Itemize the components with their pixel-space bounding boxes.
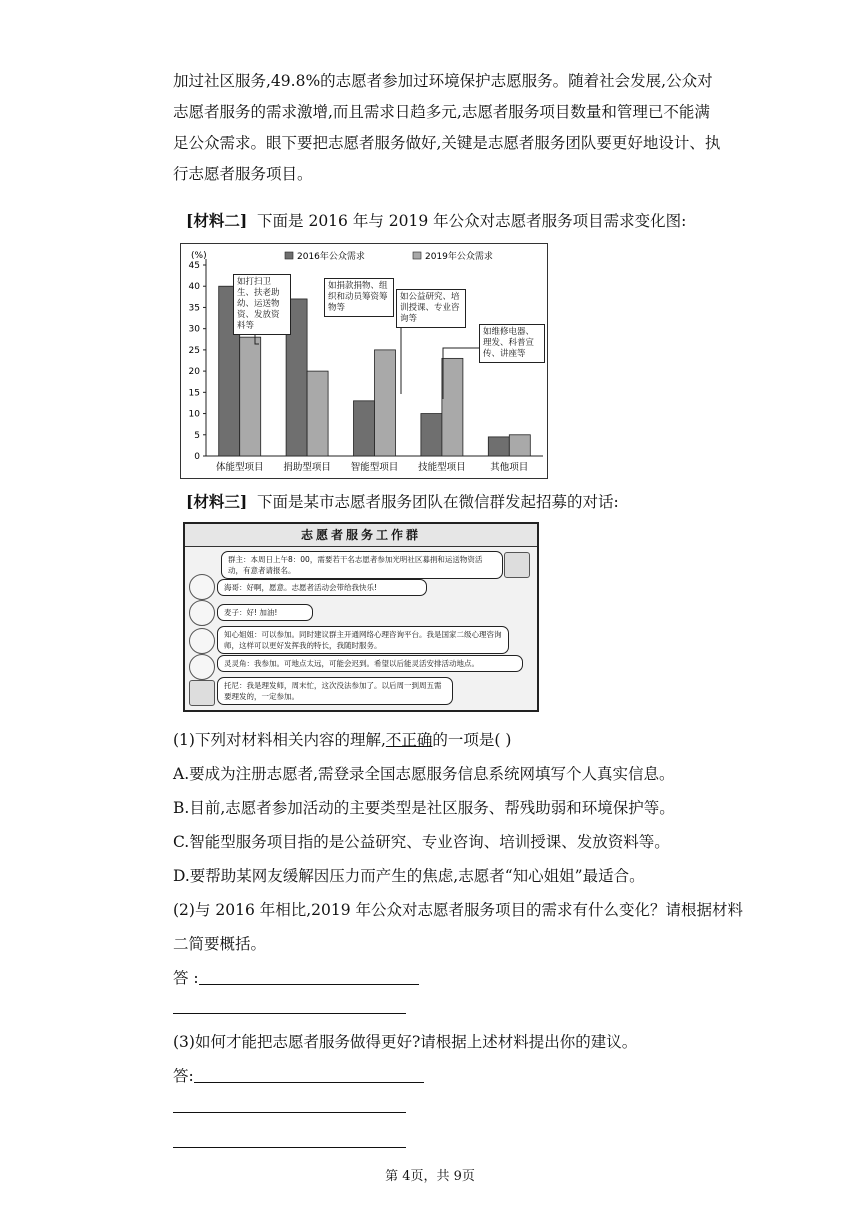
- material3-heading: [186, 490, 619, 512]
- bar-2019-4: [509, 435, 530, 456]
- bar-2019-0: [240, 337, 261, 456]
- wechat-group-chat: [183, 522, 539, 712]
- maizi-avatar: [189, 600, 215, 626]
- lingling-avatar: [189, 654, 215, 680]
- q3-answer-blank[interactable]: [194, 1066, 424, 1083]
- q2-answer: [173, 966, 419, 988]
- q2-answer-line2[interactable]: [173, 1013, 406, 1014]
- chat-message-owner: 群主：本周日上午8：00，需要若干名志愿者参加光明社区募捐和运送物资活动，有意者请报名。: [221, 551, 503, 579]
- x-tick-label: 体能型项目: [215, 462, 264, 473]
- q1-stem: [173, 728, 511, 750]
- q1-stem-after: 的一项是( ): [432, 731, 512, 749]
- x-tick-label: 技能型项目: [418, 462, 466, 473]
- q3-answer-line3[interactable]: [173, 1147, 406, 1148]
- legend-swatch-0: [285, 252, 293, 259]
- bar-2016-4: [488, 437, 509, 456]
- q1-option-c: C.智能型服务项目指的是公益研究、专业咨询、培训授课、发放资料等。: [173, 833, 670, 851]
- page-footer: 第 4页，共 9页: [385, 1169, 475, 1184]
- q2-answer-label: 答 :: [173, 969, 199, 987]
- y-tick-label: 20: [188, 367, 200, 378]
- intro-paragraph: 加过社区服务,49.8%的志愿者参加过环境保护志愿服务。随着社会发展,公众对志愿者服务的需求激增,而且需求日趋多元,志愿者服务项目数量和管理已不能满足公众需求。眼下要把志愿者服务做好,关键是志愿者服务团队要更好地设计、执行志愿者服务项目。: [173, 72, 721, 183]
- material3-tag: [材料三]: [186, 492, 248, 511]
- material2-tag: [材料二]: [186, 211, 248, 230]
- x-tick-label: 捐助型项目: [283, 462, 331, 473]
- annotation-arrow-3: [398, 321, 401, 394]
- y-tick-label: 5: [194, 430, 200, 441]
- y-tick-label: 10: [188, 409, 200, 420]
- q2-stem-line1: (2)与 2016 年相比,2019 年公众对志愿者服务项目的需求有什么变化？请根据材料: [173, 901, 744, 919]
- demand-chart: [180, 243, 548, 479]
- bar-2019-1: [307, 371, 328, 456]
- zhixin-avatar: [189, 628, 215, 654]
- chat-message-maizi: 麦子：好! 加油!: [217, 604, 313, 621]
- q3-answer: [173, 1064, 424, 1086]
- chart-annotation-4: 如维修电器、理发、科普宣传、讲座等: [479, 324, 545, 363]
- y-tick-label: 45: [188, 261, 200, 271]
- chart-annotation-2: 如捐款捐物、组织和动员筹资筹物等: [324, 278, 394, 317]
- q2-answer-blank[interactable]: [199, 968, 419, 985]
- chat-title: 志愿者服务工作群: [185, 524, 537, 547]
- bar-2016-3: [421, 414, 442, 456]
- y-tick-label: 35: [188, 303, 200, 314]
- bar-2019-3: [442, 358, 463, 456]
- material2-text: 下面是 2016 年与 2019 年公众对志愿者服务项目需求变化图:: [257, 212, 687, 230]
- chat-message-tony: 托尼：我是理发师，周末忙，这次没法参加了。以后周一到周五需要理发的，一定参加。: [217, 677, 453, 705]
- bar-2019-2: [375, 350, 396, 456]
- tony-avatar: [189, 680, 215, 706]
- y-tick-label: 0: [194, 452, 200, 462]
- haige-avatar: [189, 574, 215, 600]
- chart-annotation-1: 如打扫卫生、扶老助幼、运送物资、发放资料等: [233, 274, 291, 335]
- bar-2016-2: [354, 401, 375, 456]
- y-tick-label: 15: [188, 388, 200, 399]
- chat-message-zhixin: 知心姐姐：可以参加。同时建议群主开通网络心理咨询平台。我是国家二级心理咨询师，这样可以更好发挥我的特长，我随时服务。: [217, 626, 509, 654]
- material3-text: 下面是某市志愿者服务团队在微信群发起招募的对话:: [257, 493, 619, 511]
- group-owner-avatar: [504, 552, 530, 578]
- q1-option-d: D.要帮助某网友缓解因压力而产生的焦虑,志愿者“知心姐姐”最适合。: [173, 867, 645, 885]
- legend-label-0: 2016年公众需求: [297, 252, 365, 262]
- q1-option-a: A.要成为注册志愿者,需登录全国志愿服务信息系统网填写个人真实信息。: [173, 765, 675, 783]
- y-tick-label: 40: [188, 282, 200, 293]
- q1-stem-before: (1)下列对材料相关内容的理解,: [173, 731, 386, 749]
- chat-message-lingling: 灵灵角：我参加。可地点太远，可能会迟到。希望以后能灵活安排活动地点。: [217, 655, 523, 672]
- q1-stem-underlined: 不正确: [385, 731, 433, 749]
- x-tick-label: 智能型项目: [350, 462, 399, 473]
- chart-annotation-3: 如公益研究、培训授课、专业咨询等: [396, 289, 466, 328]
- y-unit-label: (%): [191, 251, 207, 261]
- legend-label-1: 2019年公众需求: [425, 252, 493, 262]
- chat-message-haige: 海哥：好啊，愿意。志愿者活动会带给我快乐!: [217, 579, 427, 596]
- q3-answer-label: 答:: [173, 1067, 194, 1085]
- q3-answer-line2[interactable]: [173, 1112, 406, 1113]
- q1-option-b: B.目前,志愿者参加活动的主要类型是社区服务、帮残助弱和环境保护等。: [173, 799, 675, 817]
- x-tick-label: 其他项目: [490, 462, 529, 473]
- legend-swatch-1: [413, 252, 421, 259]
- q3-stem: (3)如何才能把志愿者服务做得更好?请根据上述材料提出你的建议。: [173, 1033, 638, 1051]
- y-tick-label: 30: [188, 324, 200, 335]
- q2-stem-line2: 二简要概括。: [173, 935, 267, 953]
- material2-heading: [186, 209, 686, 231]
- y-tick-label: 25: [188, 345, 200, 356]
